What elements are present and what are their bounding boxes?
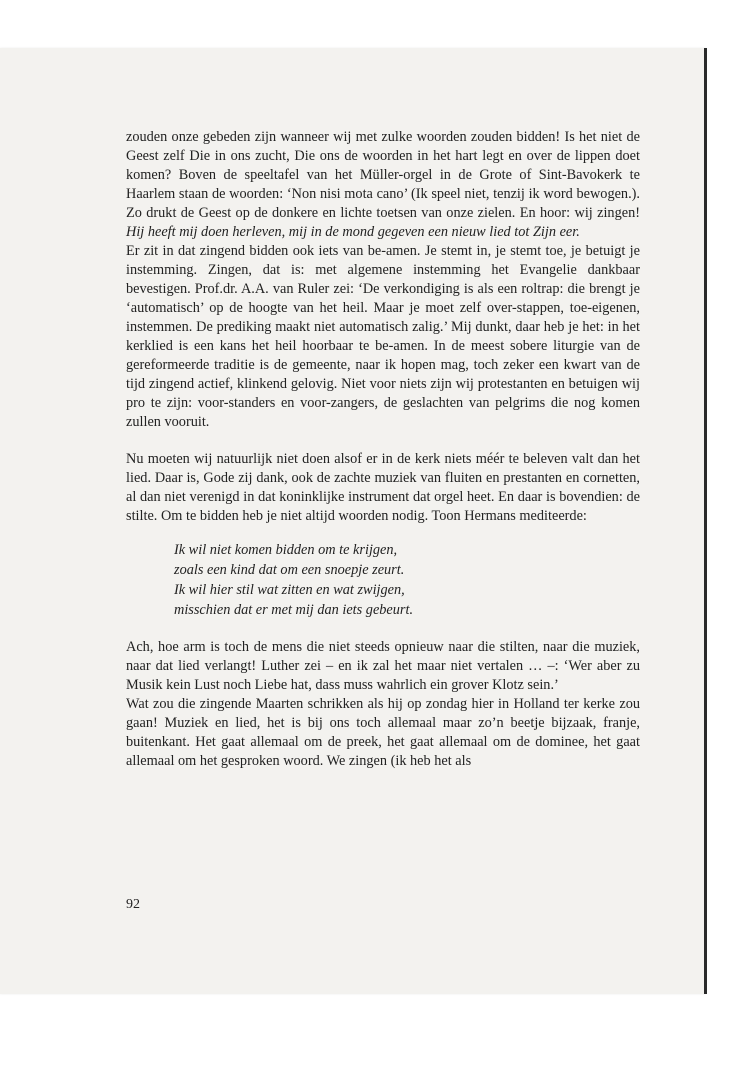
paragraph-1-italic: Hij heeft mij doen herleven, mij in de mond gegeven een nieuw lied tot Zijn eer. [126,224,580,240]
poem-line: Ik wil hier stil wat zitten en wat zwijgen, [174,582,405,598]
poem-line: misschien dat er met mij dan iets gebeurt. [174,602,414,618]
poem [174,540,640,620]
paragraph-5: Wat zou die zingende Maarten schrikken als hij op zondag hier in Holland ter kerke zou gaan! Muziek en lied, het is bij ons toch allemaal maar zo’n beetje bijzaak, franje, buitenkant. Het gaat allemaal om de preek, het gaat allemaal om de dominee, het gaat allemaal om het gesproken woord. We zingen (ik heb het als [126,696,640,769]
paragraph-1-text: zouden onze gebeden zijn wanneer wij met zulke woorden zouden bidden! Is het niet de Geest zelf Die in ons zucht, Die ons de woorden in het hart legt en over de lippen doet komen? Boven de speeltafel van het Müller-orgel in de Grote of Sint-Bavokerk te Haarlem staan de woorden: ‘Non nisi mota cano’ (Ik speel niet, tenzij ik word bewogen.). Zo drukt de Geest op de donkere en lichte toetsen van onze zielen. En hoor: wij zingen! [126,129,640,221]
paragraph-4: Ach, hoe arm is toch de mens die niet steeds opnieuw naar die stilten, naar die muziek, naar dat lied verlangt! Luther zei – en ik zal het maar niet vertalen … –: ‘Wer aber zu Musik kein Lust noch Liebe hat, dass muss wahrlich ein grover Klotz sein.’ [126,639,640,693]
body-text [126,128,640,771]
page-margin [707,48,738,994]
paragraph-3: Nu moeten wij natuurlijk niet doen alsof er in de kerk niets méér te beleven valt dan het lied. Daar is, Gode zij dank, ook de zachte muziek van fluiten en prestanten en cornetten, al dan niet verenigd in dat koninklijke instrument dat orgel heet. En daar is bovendien: de stilte. Om te bidden heb je niet altijd woorden nodig. Toon Hermans mediteerde: [126,451,640,524]
paragraph-1 [126,128,640,242]
page-number: 92 [126,897,140,912]
poem-line: zoals een kind dat om een snoepje zeurt. [174,562,405,578]
poem-line: Ik wil niet komen bidden om te krijgen, [174,542,398,558]
paragraph-2: Er zit in dat zingend bidden ook iets van be-amen. Je stemt in, je stemt toe, je betuigt je instemming. Zingen, dat is: met algemene instemming het Evangelie dankbaar bevestigen. Prof.dr. A.A. van Ruler zei: ‘De verkondiging is als een roltrap: die brengt je ‘automatisch’ op de hoogte van het heil. Maar je moet zelf over-stappen, toe-eigenen, instemmen. De prediking maakt niet automatisch zalig.’ Mij dunkt, daar heb je het: in het kerklied is een kans het heil hoorbaar te be-amen. In de meest sobere liturgie van de gereformeerde traditie is de gemeente, naar ik hopen mag, toch zeker een kwart van de tijd zingend actief, klinkend gelovig. Niet voor niets zijn wij protestanten en betuigen wij pro te zijn: voor-standers en voor-zangers, de geslachten van pelgrims die nog komen zullen vooruit. [126,243,640,430]
